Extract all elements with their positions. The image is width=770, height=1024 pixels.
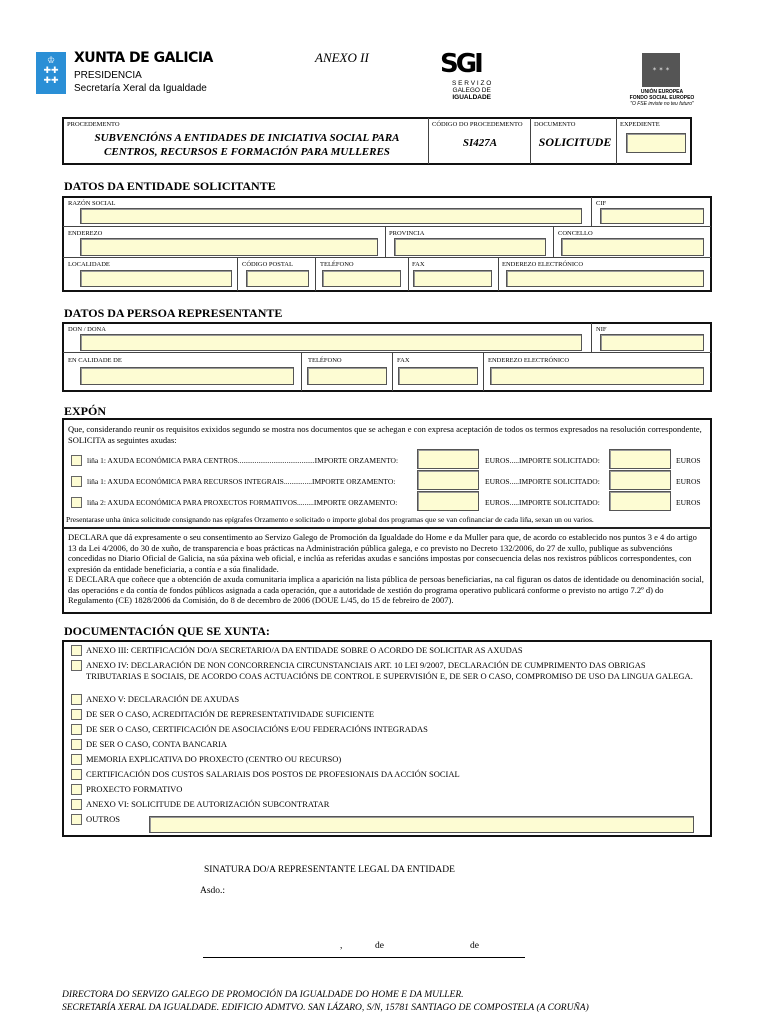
aid-line-label: liña 1: AXUDA ECONÓMICA PARA RECURSOS INTEGRAIS...............IMPORTE ORZAMENTO: — [87, 477, 396, 486]
importe-orzamento-field[interactable] — [417, 449, 479, 469]
date-de-1: de — [375, 941, 384, 951]
expediente-label: EXPEDIENTE — [620, 121, 660, 128]
eu-line: UNIÓN EUROPEA — [640, 89, 684, 95]
label-email: ENDEREZO ELECTRÓNICO — [502, 261, 584, 268]
importe-solicitado-label: EUROS.....IMPORTE SOLICITADO: — [485, 456, 600, 465]
label-cif: CIF — [596, 200, 607, 207]
declara-text-2: E DECLARA que coñece que a obtención de axuda comunitaria implica a aparición na lista pública de persoas beneficiarias, na cal figuran os datos de identidade ou denominación social, das operacións e da contía de fondos públicos asignada a cada operación, que a autoridade de xestión do programa operativo publicará conforme o previsto no artigo 7.2º d) do Regulamento (CE) 1828/2006 da Comisión, do 8 de decembro de 2006 (DOUE L/45, do 15 de febreiro de 2007). — [68, 574, 704, 605]
cif-field[interactable] — [600, 208, 704, 224]
doc-checkbox[interactable] — [71, 754, 82, 765]
doc-checkbox[interactable] — [71, 724, 82, 735]
asdo-label: Asdo.: — [200, 886, 226, 896]
aid-line-checkbox[interactable] — [71, 476, 82, 487]
importe-solicitado-label: EUROS.....IMPORTE SOLICITADO: — [485, 498, 600, 507]
eu-text — [612, 89, 712, 107]
expediente-field[interactable] — [626, 133, 686, 153]
doc-checkbox[interactable] — [71, 814, 82, 825]
procedure-code: SI427A — [462, 137, 498, 149]
label-telefono: TELÉFONO — [320, 261, 354, 268]
title-line: SUBVENCIÓNS A ENTIDADES DE INICIATIVA SOCIAL PARA — [94, 132, 400, 144]
importe-solicitado-label: EUROS.....IMPORTE SOLICITADO: — [485, 477, 600, 486]
footer-line-1: DIRECTORA DO SERVIZO GALEGO DE PROMOCIÓN DA IGUALDADE DO HOME E DA MULLER. — [62, 990, 464, 1000]
eu-flag-icon: ✶ ✶ ✶ — [642, 53, 680, 87]
section-docs-title: DOCUMENTACIÓN QUE SE XUNTA: — [64, 624, 270, 638]
sgi-text — [452, 80, 491, 101]
footer-line-2: SECRETARÍA XERAL DA IGUALDADE. EDIFICIO ADMTVO. SAN LÁZARO, S/N, 15781 SANTIAGO DE COMPOSTELA (A CORUÑA) — [62, 1003, 589, 1013]
xunta-logo-icon: ♔ ✚✚ ✚✚ — [36, 52, 66, 94]
expon-intro: Que, considerando reunir os requisitos exixidos segundo se mostra nos documentos que se achegan e con expresa aceptación de todos os termos expresados na resolución correspondente, SOLICITA as seguintes axudas: — [68, 424, 702, 445]
label-don-dona: DON / DONA — [68, 326, 106, 333]
label-enderezo: ENDEREZO — [68, 230, 103, 237]
provincia-field[interactable] — [394, 238, 546, 256]
localidade-field[interactable] — [80, 270, 232, 287]
fax-field[interactable] — [413, 270, 492, 287]
doc-checkbox[interactable] — [71, 769, 82, 780]
title-line: CENTROS, RECURSOS E FORMACIÓN PARA MULLERES — [104, 146, 390, 158]
rep-email-field[interactable] — [490, 367, 704, 385]
euros-label: EUROS — [676, 477, 701, 486]
nif-field[interactable] — [600, 334, 704, 351]
date-comma: , — [340, 941, 343, 951]
label-rep-email: ENDEREZO ELECTRÓNICO — [488, 357, 570, 364]
importe-solicitado-field[interactable] — [609, 449, 671, 469]
doc-item-label: ANEXO III: CERTIFICACIÓN DO/A SECRETARIO/A DA ENTIDADE SOBRE O ACORDO DE SOLICITAR AS AXUDAS — [86, 645, 523, 655]
email-field[interactable] — [506, 270, 704, 287]
annex-title: ANEXO II — [315, 50, 369, 65]
doc-checkbox[interactable] — [71, 645, 82, 656]
doc-item-label: DE SER O CASO, CONTA BANCARIA — [86, 739, 228, 749]
org-name: XUNTA DE GALICIA — [74, 50, 213, 66]
label-codigo-postal: CÓDIGO POSTAL — [242, 261, 293, 268]
document-type: SOLICITUDE — [538, 135, 612, 149]
importe-orzamento-field[interactable] — [417, 470, 479, 490]
doc-item-label: CERTIFICACIÓN DOS CUSTOS SALARIAIS DOS POSTOS DE PROFESIONAIS DA ACCIÓN SOCIAL — [86, 769, 460, 779]
sgi-line: GALEGO DE — [452, 87, 491, 94]
label-concello: CONCELLO — [558, 230, 593, 237]
label-rep-telefono: TELÉFONO — [308, 357, 342, 364]
document-label: DOCUMENTO — [534, 121, 576, 128]
eu-line: "O FSE inviste no teu futuro" — [630, 101, 694, 107]
sgi-logo: SGI — [440, 49, 481, 79]
aid-line-checkbox[interactable] — [71, 455, 82, 466]
don-dona-field[interactable] — [80, 334, 582, 351]
telefono-field[interactable] — [322, 270, 401, 287]
doc-checkbox[interactable] — [71, 784, 82, 795]
euros-label: EUROS — [676, 456, 701, 465]
dept-name: PRESIDENCIA — [74, 70, 142, 81]
section-expon-title: EXPÓN — [64, 404, 106, 418]
rep-telefono-field[interactable] — [307, 367, 387, 385]
calidade-field[interactable] — [80, 367, 294, 385]
aid-line-label: liña 1: AXUDA ECONÓMICA PARA CENTROS.........................................IMPORTE ORZAMENTO: — [87, 456, 399, 465]
aid-line-checkbox[interactable] — [71, 497, 82, 508]
date-de-2: de — [470, 941, 479, 951]
importe-orzamento-field[interactable] — [417, 491, 479, 511]
outros-field[interactable] — [149, 816, 694, 833]
doc-item-label: ANEXO VI: SOLICITUDE DE AUTORIZACIÓN SUBCONTRATAR — [86, 799, 330, 809]
doc-item-label: DE SER O CASO, ACREDITACIÓN DE REPRESENTATIVIDADE SUFICIENTE — [86, 709, 375, 719]
label-rep-fax: FAX — [397, 357, 410, 364]
label-nif: NIF — [596, 326, 607, 333]
enderezo-field[interactable] — [80, 238, 378, 256]
doc-item-label: ANEXO IV: DECLARACIÓN DE NON CONCORRENCIA CIRCUNSTANCIAIS ART. 10 LEI 9/2007, DECLARACIÓN DE CUMPRIMENTO DAS OBRIGAS TRIBUTARIAS E SOCIAIS, DE ACORDO COAS ACTUACIÓNS DE CONTROL E SUPERVISIÓN E, DE SER O CASO, COMPROMISO DE USO DA LINGUA GALEGA. — [86, 660, 693, 681]
procedure-title — [70, 131, 424, 159]
doc-item-label: MEMORIA EXPLICATIVA DO PROXECTO (CENTRO OU RECURSO) — [86, 754, 342, 764]
label-razon-social: RAZÓN SOCIAL — [68, 200, 116, 207]
section-rep-title: DATOS DA PERSOA REPRESENTANTE — [64, 306, 283, 320]
importe-solicitado-field[interactable] — [609, 491, 671, 511]
importe-solicitado-field[interactable] — [609, 470, 671, 490]
label-fax: FAX — [412, 261, 425, 268]
codigo-postal-field[interactable] — [246, 270, 309, 287]
code-label: CÓDIGO DO PROCEDEMENTO — [432, 121, 523, 128]
concello-field[interactable] — [561, 238, 704, 256]
doc-checkbox[interactable] — [71, 799, 82, 810]
sgi-line: IGUALDADE — [452, 94, 491, 101]
doc-item-label: OUTROS — [86, 814, 121, 824]
label-calidade: EN CALIDADE DE — [68, 357, 122, 364]
doc-checkbox[interactable] — [71, 694, 82, 705]
signature-title: SINATURA DO/A REPRESENTANTE LEGAL DA ENTIDADE — [204, 865, 455, 875]
aid-line-label: liña 2: AXUDA ECONÓMICA PARA PROXECTOS FORMATIVOS.........IMPORTE ORZAMENTO: — [87, 498, 398, 507]
doc-item-label: PROXECTO FORMATIVO — [86, 784, 183, 794]
euros-label: EUROS — [676, 498, 701, 507]
expon-note: Presentarase unha única solicitude consignando nas epígrafes Orzamento e solicitado o importe global dos programas que se van cofinanciar de cada liña, sexan un ou varios. — [66, 515, 594, 524]
doc-checkbox[interactable] — [71, 709, 82, 720]
signature-line — [203, 957, 525, 958]
sgi-line: S E R V I Z O — [452, 80, 492, 87]
doc-checkbox[interactable] — [71, 739, 82, 750]
doc-item-label: DE SER O CASO, CERTIFICACIÓN DE ASOCIACIÓNS E/OU FEDERACIÓNS INTEGRADAS — [86, 724, 428, 734]
section-entity-title: DATOS DA ENTIDADE SOLICITANTE — [64, 179, 276, 193]
label-localidade: LOCALIDADE — [68, 261, 110, 268]
label-provincia: PROVINCIA — [389, 230, 425, 237]
doc-checkbox[interactable] — [71, 660, 82, 671]
eu-line: FONDO SOCIAL EUROPEO — [629, 95, 695, 101]
procedure-label: PROCEDEMENTO — [67, 121, 120, 128]
razon-social-field[interactable] — [80, 208, 582, 224]
declara-text-1: DECLARA que dá expresamente o seu consentimento ao Servizo Galego de Promoción da Igualdade do Home e da Muller para que, de acordo co establecido nos puntos 3 e 4 do artigo 13 da Lei 4/2006, do 30 de xuño, de transparencia e boas prácticas na Administración pública galega, e co previsto no Decreto 132/2006, do 27 de xullo, publique as subvencións concedidas no Diario Oficial de Galicia, na súa páxina web oficial, e inclúa as referidas axudas e sancións impostas por consecuencia delas nos rexistros públicos correspondentes, con expresión da entidade beneficiaria, a contía e a súa finalidade. — [68, 532, 697, 574]
doc-item-label: ANEXO V: DECLARACIÓN DE AXUDAS — [86, 694, 240, 704]
sub-dept: Secretaría Xeral da Igualdade — [74, 83, 207, 94]
rep-fax-field[interactable] — [398, 367, 478, 385]
